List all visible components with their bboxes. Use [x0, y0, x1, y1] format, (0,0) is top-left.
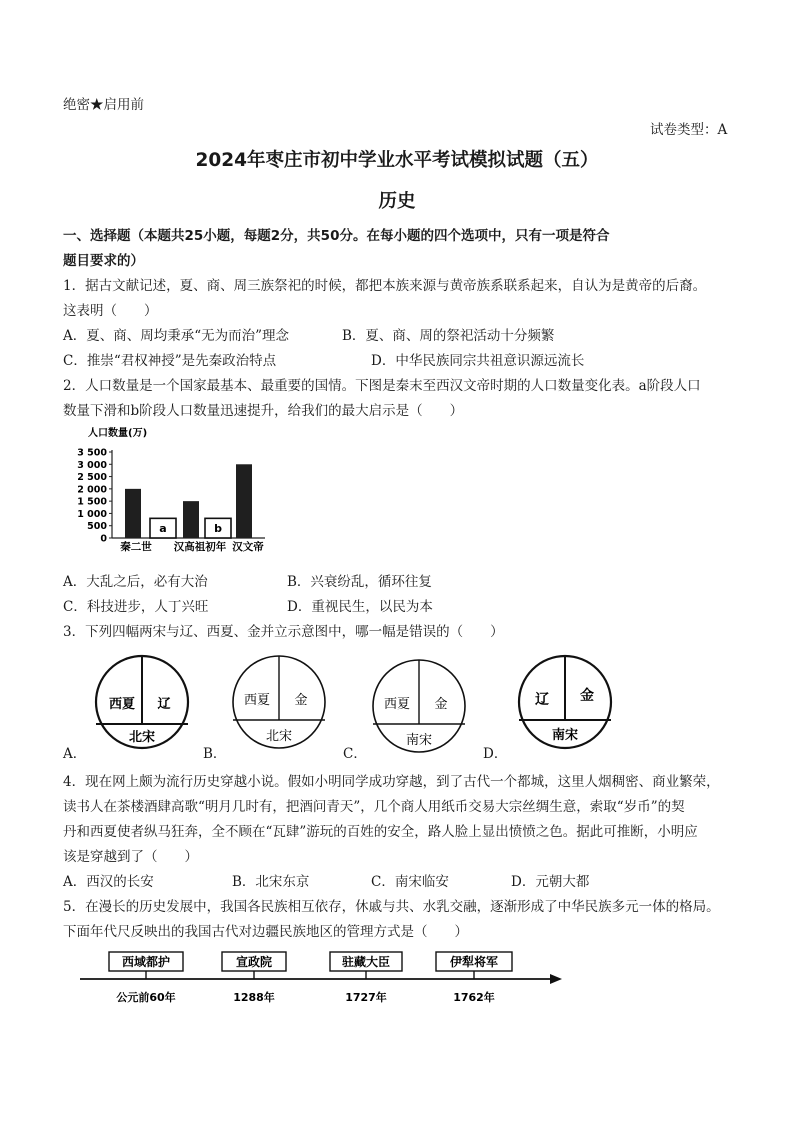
map-a-right-label: 辽 — [157, 697, 171, 712]
map-c-bottom-label: 南宋 — [405, 733, 433, 748]
map-a-bottom-label: 北宋 — [128, 730, 156, 745]
chart-x-label: 汉文帝 — [232, 541, 264, 553]
q4-stem-line3: 丹和西夏使者纵马狂奔，全不顾在“瓦肆”游玩的百姓的安全，路人脸上显出愤愤之色。据此可推断，小明应 — [63, 824, 698, 840]
q3-map-a — [92, 652, 192, 752]
chart-y-ticks — [77, 448, 112, 545]
q4-option-d: D．元朝大都 — [511, 874, 590, 890]
chart-bars — [125, 464, 252, 538]
chart-y-tick-label: 2 000 — [77, 484, 107, 496]
q3-map-b-letter: B． — [203, 746, 227, 762]
map-d-bottom-label: 南宋 — [551, 728, 579, 743]
chart-y-tick-label: 2 500 — [77, 472, 107, 484]
timeline-label-1: 西域都护 — [121, 955, 171, 969]
q2-stem-line1: 2．人口数量是一个国家最基本、最重要的国情。下图是秦末至西汉文帝时期的人口数量变化表。a阶段人口 — [63, 378, 701, 394]
subject-title: 历史 — [378, 191, 416, 212]
chart-bar-5 — [236, 464, 252, 538]
q4-option-b: B．北宋东京 — [232, 874, 310, 890]
population-bar-chart — [60, 422, 300, 562]
q1-stem-line2: 这表明（ ） — [63, 303, 158, 319]
map-d-right-label: 金 — [580, 688, 594, 704]
q3-map-c-letter: C． — [343, 746, 367, 762]
q4-stem-line2: 读书人在茶楼酒肆高歌“明月几时有，把酒问青天”，几个商人用纸币交易大宗丝绸生意，索取“岁币”的契 — [63, 799, 685, 815]
chart-y-tick-label: 500 — [87, 521, 107, 533]
map-b-bottom-label: 北宋 — [265, 729, 293, 744]
page-title: 2024年枣庄市初中学业水平考试模拟试题（五） — [195, 150, 599, 171]
q2-option-b: B．兴衰纷乱，循环往复 — [287, 574, 432, 590]
q1-option-a: A．夏、商、周均秉承“无为而治”理念 — [63, 328, 290, 344]
confidential-mark: 绝密★启用前 — [63, 97, 144, 113]
timeline-label-4: 伊犁将军 — [449, 955, 499, 969]
chart-y-tick-label: 0 — [100, 533, 107, 545]
q4-option-c: C．南宋临安 — [371, 874, 449, 890]
chart-x-label: 汉高祖初年 — [173, 541, 227, 553]
q3-map-a-letter: A． — [63, 746, 87, 762]
chart-bar-1 — [125, 489, 141, 538]
chart-bar-3 — [183, 501, 199, 538]
q3-map-d — [515, 652, 615, 752]
section-heading-line2: 题目要求的） — [63, 253, 144, 269]
map-c-left-label: 西夏 — [383, 697, 411, 712]
q1-stem-line1: 1．据古文献记述，夏、商、周三族祭祀的时候，都把本族来源与黄帝族系联系起来，自认为是黄帝的后裔。 — [63, 278, 707, 294]
chart-y-tick-label: 3 500 — [77, 447, 107, 459]
q3-map-b — [229, 652, 329, 752]
timeline-label-3: 驻藏大臣 — [341, 955, 391, 969]
timeline-year-3: 1727年 — [345, 991, 387, 1004]
map-a-left-label: 西夏 — [108, 697, 136, 712]
q2-option-c: C．科技进步，人丁兴旺 — [63, 599, 209, 615]
q3-map-c — [369, 656, 469, 756]
timeline-year-4: 1762年 — [453, 991, 495, 1004]
timeline-arrow-icon — [550, 974, 562, 984]
q1-option-d: D．中华民族同宗共祖意识源远流长 — [371, 353, 585, 369]
q4-option-a: A．西汉的长安 — [63, 874, 154, 890]
map-d-left-label: 辽 — [535, 692, 549, 708]
q3-stem: 3．下列四幅两宋与辽、西夏、金并立示意图中，哪一幅是错误的（ ） — [63, 624, 504, 640]
chart-y-axis-label: 人口数量(万) — [88, 428, 148, 439]
q1-option-b: B．夏、商、周的祭祀活动十分频繁 — [342, 328, 555, 344]
q5-timeline — [76, 945, 566, 1011]
chart-y-tick-label: 1 000 — [77, 508, 107, 520]
chart-bar-box-label: b — [214, 522, 222, 536]
timeline-year-2: 1288年 — [233, 991, 275, 1004]
q4-stem-line4: 该是穿越到了（ ） — [63, 849, 198, 865]
q4-stem-line1: 4．现在网上颇为流行历史穿越小说。假如小明同学成功穿越，到了古代一个都城，这里人烟稠密、商业繁荣， — [63, 774, 720, 790]
chart-bar-box-label: a — [159, 522, 167, 536]
q2-option-d: D．重视民生，以民为本 — [287, 599, 433, 615]
q2-stem-line2: 数量下滑和b阶段人口数量迅速提升，给我们的最大启示是（ ） — [63, 403, 464, 419]
q2-option-a: A．大乱之后，必有大治 — [63, 574, 208, 590]
section-heading-line1: 一、选择题（本题共25小题，每题2分，共50分。在每小题的四个选项中，只有一项是符合 — [63, 228, 610, 244]
q1-option-c: C．推崇“君权神授”是先秦政治特点 — [63, 353, 277, 369]
chart-x-label: 秦二世 — [120, 541, 152, 553]
timeline-year-1: 公元前60年 — [116, 991, 176, 1004]
q3-map-d-letter: D． — [483, 746, 508, 762]
chart-x-labels — [119, 540, 264, 553]
q5-stem-line1: 5．在漫长的历史发展中，我国各民族相互依存，休戚与共、水乳交融，逐渐形成了中华民族多元一体的格局。 — [63, 899, 720, 915]
chart-y-tick-label: 3 000 — [77, 459, 107, 471]
q5-stem-line2: 下面年代尺反映出的我国古代对边疆民族地区的管理方式是（ ） — [63, 924, 468, 940]
map-b-left-label: 西夏 — [243, 693, 271, 708]
chart-y-tick-label: 1 500 — [77, 496, 107, 508]
map-b-right-label: 金 — [294, 693, 308, 708]
timeline-label-2: 宣政院 — [235, 955, 273, 969]
map-c-right-label: 金 — [434, 697, 448, 712]
paper-type: 试卷类型：A — [650, 122, 728, 138]
